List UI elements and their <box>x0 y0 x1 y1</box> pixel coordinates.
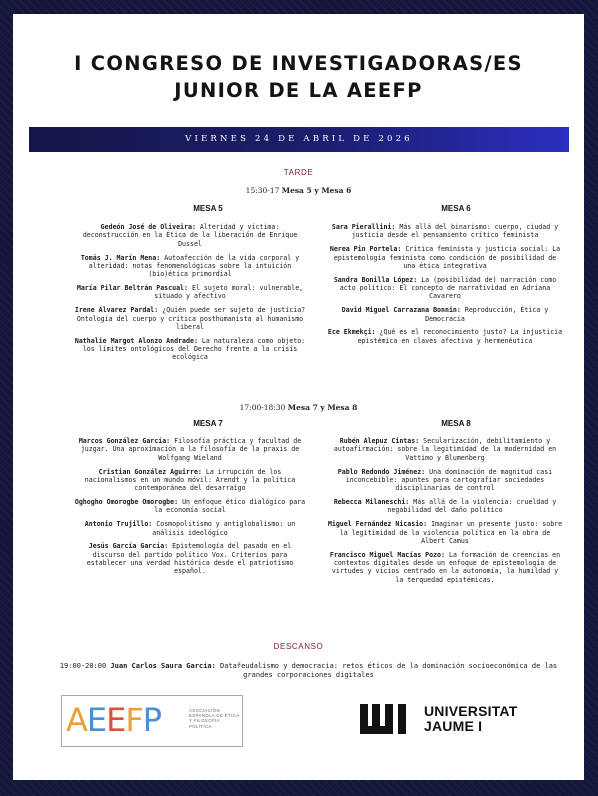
talk-item <box>71 468 309 493</box>
talk-item <box>326 520 564 545</box>
slot2-tables: Mesa 7 y Mesa 8 <box>287 403 358 412</box>
talk-title: Más allá del binarismo: cuerpo, ciudad y justicia desde el pensamiento crítico feminista <box>351 223 559 240</box>
talk-author: Nathalie Margot Alonzo Andrade: <box>74 336 198 345</box>
talk-author: Cristian González Aguirre: <box>98 467 202 476</box>
talk-author: Pablo Redondo Jiménez: <box>337 467 426 476</box>
talk-title: Una dominación de magnitud casi inconcebible: apuntes para cartografiar sociedades disciplinarias de control <box>345 467 553 493</box>
talk-item <box>326 468 564 493</box>
aeefp-subtitle: ASOCIACIÓN ESPAÑOLA DE ÉTICA Y FILOSOFÍA POLÍTICA <box>189 708 240 729</box>
aeefp-letter: F <box>125 701 143 739</box>
talk-item <box>326 551 564 585</box>
break-label: DESCANSO <box>273 642 324 651</box>
talk-item <box>71 223 309 248</box>
talk-item <box>71 437 309 462</box>
talk-author: Miguel Fernández Nicasio: <box>327 520 428 529</box>
talk-author: Sandra Bonilla López: <box>333 275 418 284</box>
talk-item <box>71 337 309 362</box>
title-line-1: I CONGRESO DE INVESTIGADORAS/ES <box>74 52 523 75</box>
aeefp-letter: P <box>142 701 162 739</box>
talk-title: La irrupción de los nacionalismos en un mundo móvil: Arendt y la política contemporánea del desarraigo <box>84 467 296 493</box>
talk-title: Secularización, debilitamiento y autoafirmación: sobre la legitimidad de la modernidad en Vattimo y Blumenberg <box>333 437 557 462</box>
talk-title: El sujeto moral: vulnerable, situado y afectivo <box>154 284 304 301</box>
talk-author: Tomás J. Marín Mena: <box>80 253 161 262</box>
closing-time: 19:00-20:00 <box>59 662 107 670</box>
talk-item <box>71 284 309 301</box>
talk-title: Epistemología del pasado en el discurso del partido político Vox. Criterios para establecer una verdad histórica desde el patriotismo español. <box>86 542 294 576</box>
talk-title: Reproducción, Ética y Democracia <box>425 306 549 323</box>
aeefp-logo <box>61 695 243 747</box>
talk-item <box>71 254 309 279</box>
talk-title: Crítica feminista y justicia social: La epistemología feminista como condición de posibilidad de una ética integrativa <box>333 245 561 270</box>
talk-author: Rebecca Milaneschi: <box>333 498 410 507</box>
talk-item <box>71 542 309 576</box>
mesa6-heading: MESA 6 <box>441 204 471 213</box>
talk-author: Antonio Trujillo: <box>84 520 153 529</box>
closing-title: Datafeudalismo y democracia: retos éticos de la dominación socioeconómica de las grandes corporaciones digitales <box>220 662 558 679</box>
talk-author: Oghogho Omorogbe Omorogbe: <box>74 498 179 507</box>
talk-title: Alteridad y víctima: deconstrucción en la Ética de la liberación de Enrique Dussel <box>82 223 298 248</box>
afternoon-label: TARDE <box>283 168 314 177</box>
talk-title: Autoafección de la vida corporal y alteridad: notas fenomenológicas sobre la intuición (bio)ética primordial <box>88 253 300 279</box>
talk-author: Irene Álvarez Pardal: <box>74 306 159 315</box>
talk-item <box>71 520 309 537</box>
talk-title: ¿Qué es el reconocimiento justo? La injusticia epistémica en claves afectiva y hermenéutica <box>357 328 563 345</box>
aeefp-letter: E <box>86 701 107 739</box>
talk-title: Más allá de la violencia: crueldad y negabilidad del daño político <box>387 498 557 515</box>
aeefp-logo-letters <box>66 702 161 738</box>
talk-title: La formación de creencias en contextos digitales desde un enfoque de epistemología de virtudes y vicios centrado en la autonomía, la humildad y la terquedad epistémicas. <box>331 550 561 584</box>
talk-title: Filosofía práctica y facultad de juzgar. Una aproximación a la filosofía de la praxis de Wolfgang Wieland <box>80 437 302 462</box>
mesa7-list <box>71 437 309 581</box>
talk-title: Un enfoque ético dialógico para la economía social <box>154 498 306 515</box>
talk-author: Ece Ekmekçi: <box>327 328 376 337</box>
mesa8-list <box>326 437 564 590</box>
mesa5-heading: MESA 5 <box>193 204 223 213</box>
uji-line-2: JAUME I <box>424 718 483 734</box>
talk-author: Marcos González García: <box>78 437 171 445</box>
talk-title: La (posibilidad de) narración como acto político: El concepto de narratividad en Adriana Cavarero <box>339 275 557 301</box>
talk-title: La naturaleza como objeto: los límites ontológicos del Derecho frente a la crisis ecológica <box>82 336 306 362</box>
aeefp-letter: E <box>106 701 126 739</box>
talk-author: Francisco Miguel Macías Pozo: <box>329 550 445 559</box>
mesa5-list <box>71 223 309 367</box>
slot1-tables: Mesa 5 y Mesa 6 <box>281 186 352 195</box>
talk-item <box>326 223 564 240</box>
mesa8-heading: MESA 8 <box>441 419 471 428</box>
talk-item <box>326 276 564 301</box>
program-sheet <box>13 14 584 780</box>
mesa6-list <box>326 223 564 350</box>
slot1-schedule <box>13 186 584 195</box>
slot2-schedule <box>13 403 584 412</box>
talk-author: Gedeón José de Oliveira: <box>100 223 196 231</box>
uji-name <box>424 704 517 734</box>
talk-item <box>326 245 564 270</box>
talk-item <box>326 498 564 515</box>
talk-title: Cosmopolitismo y antiglobalismo: un análisis ideológico <box>152 520 296 537</box>
talk-item <box>71 498 309 515</box>
uji-line-1: UNIVERSITAT <box>424 703 518 719</box>
talk-author: Nerea Pin Portela: <box>329 245 402 254</box>
talk-author: Jesús García García: <box>88 542 169 551</box>
talk-item <box>71 306 309 331</box>
uji-mark-icon <box>360 704 418 734</box>
slot1-time: 15:30-17 <box>245 186 280 195</box>
closing-talk <box>53 662 564 680</box>
mesa7-heading: MESA 7 <box>193 419 223 428</box>
talk-author: Sara Pierallini: <box>331 223 396 231</box>
talk-item <box>326 328 564 345</box>
talk-item <box>326 437 564 462</box>
talk-author: Rubén Alepuz Cintas: <box>339 437 420 445</box>
slot2-time: 17:00-18:30 <box>239 403 286 412</box>
talk-item <box>326 306 564 323</box>
talk-title: ¿Quién puede ser sujeto de justicia? Ontología del cuerpo y crítica posthumanista al humanismo liberal <box>76 306 306 331</box>
title-line-2: JUNIOR DE LA AEEFP <box>174 79 423 102</box>
talk-title: Imaginar un presente justo: sobre la legitimidad de la violencia política en la obra de Albert Camus <box>339 520 563 545</box>
uji-logo <box>360 702 550 742</box>
congress-title <box>13 50 584 104</box>
closing-speaker: Juan Carlos Saura García: <box>110 662 216 670</box>
talk-author: María Pilar Beltrán Pascual: <box>76 284 188 293</box>
aeefp-letter: A <box>66 701 87 739</box>
date-banner: VIERNES 24 DE ABRIL DE 2026 <box>29 127 569 152</box>
talk-author: David Miguel Carrazana Bonnin: <box>341 306 461 315</box>
